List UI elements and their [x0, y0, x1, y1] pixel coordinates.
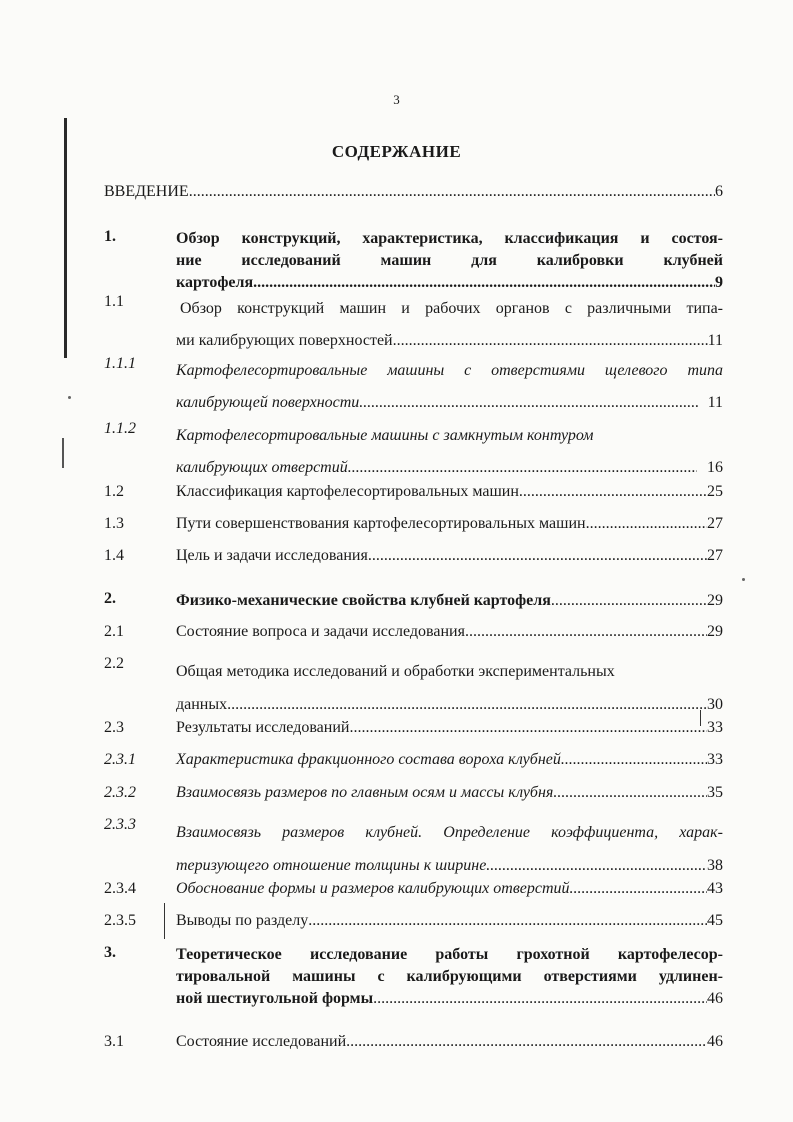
toc-entry-text: Выводы по разделу: [176, 912, 309, 929]
leader-dots: [486, 849, 707, 882]
toc-entry-text: ние исследований машин для калибровки клубней: [176, 252, 723, 269]
toc-entry-number: 1.1.1: [104, 355, 136, 372]
toc-entry-page: 27: [707, 547, 723, 564]
toc-entry-text: Теоретическое исследование работы грохотной картофелесор-: [176, 946, 723, 963]
scan-margin-tick: [62, 438, 64, 468]
page-number: 3: [393, 92, 400, 107]
toc-entry-page: 30: [707, 696, 723, 713]
toc-entry-text: тировальной машины с калибрующими отверстиями удлинен-: [176, 968, 723, 985]
toc-entry-number: 1.4: [104, 547, 124, 564]
toc-entry-text: Обоснование формы и размеров калибрующих отверстий: [176, 880, 570, 897]
toc-entry-page: 27: [707, 515, 723, 532]
toc-entry-text: картофеля: [176, 274, 254, 291]
toc-entry-page: 45: [707, 912, 723, 929]
toc-entry-text: Состояние исследований: [176, 1033, 347, 1050]
toc-entry-page: 9: [715, 274, 723, 291]
toc-entry-number: 2.3.3: [104, 816, 136, 833]
leader-dots: [189, 183, 715, 201]
toc-entry-page: 11: [707, 332, 723, 349]
toc-entry-page: 35: [707, 784, 723, 801]
toc-entry-text: Результаты исследований: [176, 719, 350, 736]
toc-entry-number: 2.3.1: [104, 751, 136, 768]
toc-entry-number: 3.1: [104, 1033, 124, 1050]
toc-entry-page: 25: [707, 483, 723, 500]
scan-speck: [742, 578, 745, 581]
toc-entry-page: 6: [715, 183, 723, 200]
leader-dots: [586, 515, 707, 533]
leader-dots: [393, 325, 708, 357]
toc-entry-text: Общая методика исследований и обработки экспериментальных: [176, 663, 615, 680]
leader-dots: [373, 988, 707, 1010]
toc-title: СОДЕРЖАНИЕ: [331, 142, 462, 161]
toc-entry-page: 29: [707, 623, 723, 640]
leader-dots: [308, 912, 707, 930]
toc-entry-text: Картофелесортировальные машины с отверстиями щелевого типа: [176, 362, 723, 379]
toc-entry-text: калибрующих отверстий: [176, 459, 348, 476]
toc-entry-text: теризующего отношение толщины к ширине: [176, 857, 487, 874]
toc-entry-page: 46: [707, 1033, 723, 1050]
toc-entry-text: Физико-механические свойства клубней картофеля: [176, 592, 551, 609]
toc-entry-number: 1.1: [104, 293, 124, 310]
toc-entry-number: 2.1: [104, 623, 124, 640]
toc-entry-number: 2.: [104, 590, 116, 607]
toc-entry-page: 16: [707, 459, 723, 476]
toc-entry-text: Состояние вопроса и задачи исследования: [176, 623, 465, 640]
toc-entry-text: Пути совершенствования картофелесортировальных машин: [176, 515, 586, 532]
toc-entry-text: Взаимосвязь размеров клубней. Определение коэффициента, харак-: [176, 824, 723, 841]
leader-dots: [348, 452, 697, 484]
toc-entry-text: ной шестиугольной формы: [176, 990, 374, 1007]
toc-entry-text: Классификация картофелесортировальных машин: [176, 483, 519, 500]
toc-entry-page: 43: [707, 880, 723, 897]
scan-speck: [68, 396, 71, 399]
toc-entry-page: 46: [707, 990, 723, 1007]
toc-entry-number: 2.3.4: [104, 880, 136, 897]
leader-dots: [368, 547, 707, 565]
leader-dots: [570, 880, 707, 898]
toc-entry-number: 1.3: [104, 515, 124, 532]
toc-entry-text: Картофелесортировальные машины с замкнутым контуром: [176, 427, 594, 444]
toc-entry-text: калибрующей поверхности: [176, 394, 360, 411]
toc-entry-number: 1.1.2: [104, 420, 136, 437]
toc-entry-number: 2.2: [104, 655, 124, 672]
leader-dots: [561, 751, 707, 769]
toc-entry-number: 1.: [104, 228, 116, 245]
leader-dots: [551, 590, 707, 612]
toc-entry-text: Обзор конструкций, характеристика, классификация и состоя-: [176, 230, 723, 247]
toc-entry-text: Характеристика фракционного состава вороха клубней: [176, 751, 561, 768]
toc-entry-text: Обзор конструкций машин и рабочих органов с различными типа-: [180, 300, 723, 317]
leader-dots: [553, 784, 707, 802]
toc-entry-text: данных: [176, 696, 228, 713]
toc-entry-text: Цель и задачи исследования: [176, 547, 368, 564]
toc-entry-number: 3.: [104, 944, 116, 961]
toc-entry-page: 33: [707, 751, 723, 768]
leader-dots: [349, 719, 707, 737]
toc-entry-number: 2.3.5: [104, 912, 136, 929]
toc-entry-page: 38: [707, 857, 723, 874]
leader-dots: [465, 623, 707, 641]
toc-entry-page: 29: [707, 592, 723, 609]
toc-entry-number: 2.3: [104, 719, 124, 736]
leader-dots: [253, 272, 715, 294]
leader-dots: [227, 688, 707, 721]
toc-entry-text: ми калибрующих поверхностей: [176, 332, 393, 349]
toc-entry-page: 11: [707, 394, 723, 411]
toc-entry-text: Взаимосвязь размеров по главным осям и массы клубня: [176, 784, 554, 801]
toc-entry-page: 33: [707, 719, 723, 736]
toc-entry-label: ВВЕДЕНИЕ: [104, 183, 189, 200]
toc-entry-number: 1.2: [104, 483, 124, 500]
leader-dots: [519, 483, 707, 501]
leader-dots: [359, 387, 697, 419]
leader-dots: [346, 1033, 707, 1051]
scan-line: [164, 903, 165, 939]
toc-entry-number: 2.3.2: [104, 784, 136, 801]
